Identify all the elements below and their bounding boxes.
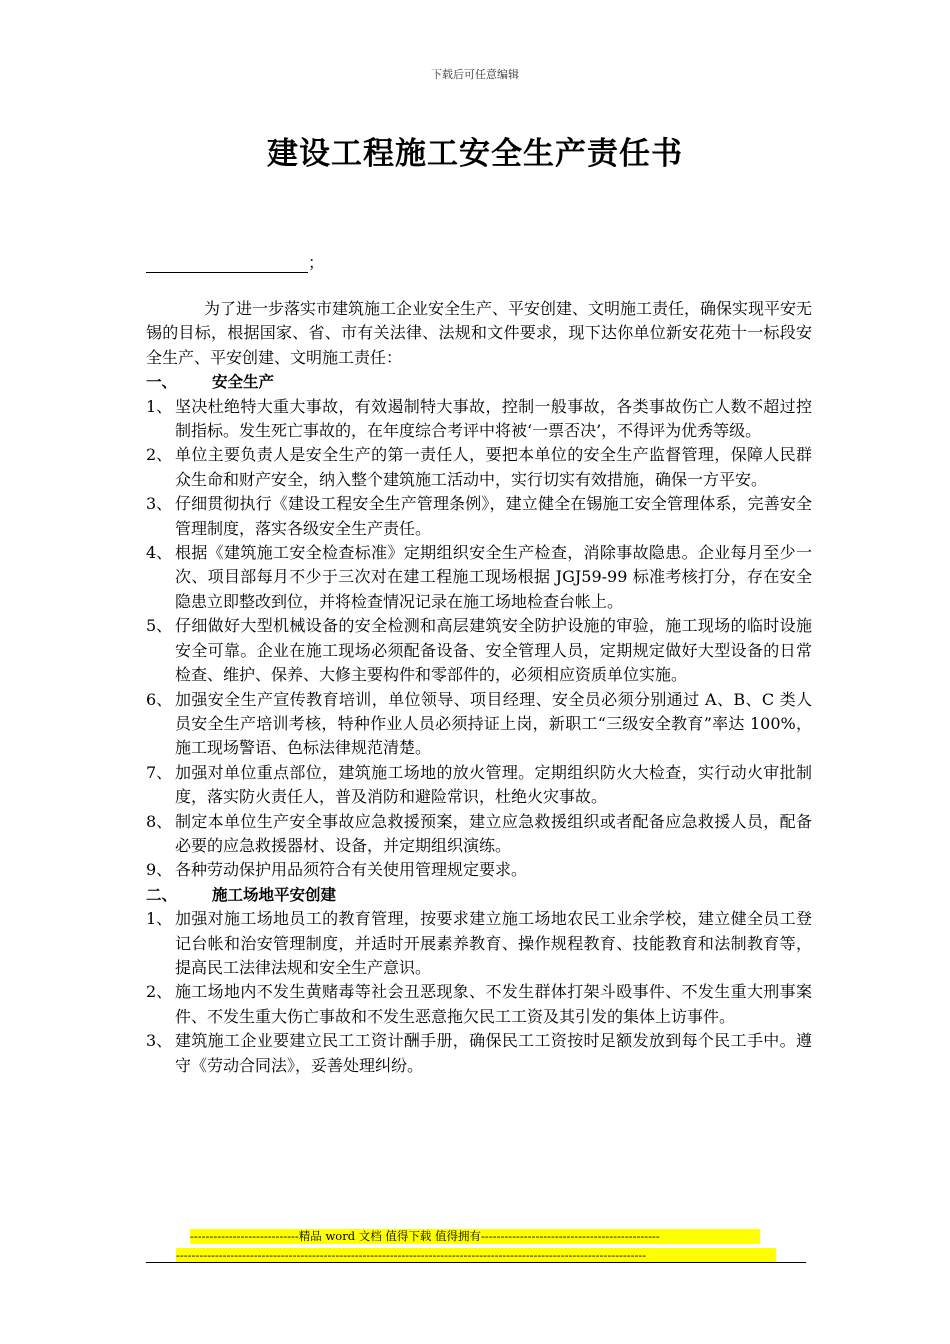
intro-paragraph: 为了进一步落实市建筑施工企业安全生产、平安创建、文明施工责任，确保实现平安无锡的目标，根据国家、省、市有关法律、法规和文件要求，现下达你单位新安花苑十一标段安全生产、平安创建、文明施工责任： bbox=[146, 299, 813, 367]
document-title: 建设工程施工安全生产责任书 bbox=[267, 136, 683, 172]
list-item: 4、 根据《建筑施工安全检查标准》定期组织安全生产检查，消除事故隐患。企业每月至少一次、项目部每月不少于三次对在建工程施工现场根据 JGJ59-99 标准考核打分，存在安全隐患立即整改到位，并将检查情况记录在施工场地检查台帐上。 bbox=[146, 543, 812, 611]
list-item: 9、 各种劳动保护用品须符合有关使用管理规定要求。 bbox=[146, 860, 528, 880]
addressee-blank[interactable] bbox=[146, 254, 308, 273]
addressee-line bbox=[146, 250, 324, 273]
list-item: 1、 坚决杜绝特大重大事故，有效遏制特大事故，控制一般事故，各类事故伤亡人数不超过控制指标。发生死亡事故的，在年度综合考评中将被‘一票否决’，不得评为优秀等级。 bbox=[146, 396, 812, 441]
list-item: 8、 制定本单位生产安全事故应急救援预案，建立应急救援组织或者配备应急救援人员，配备必要的应急救援器材、设备，并定期组织演练。 bbox=[146, 811, 812, 855]
list-item: 1、 加强对施工场地员工的教育管理，按要求建立施工场地农民工业余学校，建立健全员工登记台帐和治安管理制度，并适时开展素养教育、操作规程教育、技能教育和法制教育等，提高民工法律法规和安全生产意识。 bbox=[146, 909, 812, 977]
document-body bbox=[146, 297, 812, 1078]
page-header: 下载后可任意编辑 bbox=[431, 68, 519, 81]
footer-divider bbox=[146, 1262, 806, 1263]
footer-line-1: ----------------------------精品 word 文档 值得下载 值得拥有---------------------------------------------- bbox=[190, 1229, 760, 1244]
list-item: 7、 加强对单位重点部位，建筑施工场地的放火管理。定期组织防火大检查，实行动火审批制度，落实防火责任人，普及消防和避险常识，杜绝火灾事故。 bbox=[146, 762, 812, 807]
section-heading-2: 二、 施工场地平安创建 bbox=[146, 885, 337, 904]
list-item: 6、 加强安全生产宣传教育培训，单位领导、项目经理、安全员必须分别通过 A、B、C 类人员安全生产培训考核，特种作业人员必须持证上岗，新职工“三级安全教育”率达 100%，施工现场警语、色标法律规范清楚。 bbox=[146, 689, 812, 758]
list-item: 3、 建筑施工企业要建立民工工资计酬手册，确保民工工资按时足额发放到每个民工手中。遵守《劳动合同法》，妥善处理纠纷。 bbox=[146, 1031, 812, 1075]
list-item: 2、 施工场地内不发生黄赌毒等社会丑恶现象、不发生群体打架斗殴事件、不发生重大刑事案件、不发生重大伤亡事故和不发生恶意拖欠民工工资及其引发的集体上访事件。 bbox=[146, 982, 812, 1026]
footer-line-2: ------------------------------------------------------------------------------------------------------------------------- bbox=[176, 1248, 776, 1263]
section-heading-1: 一、 安全生产 bbox=[146, 373, 275, 392]
list-item: 3、 仔细贯彻执行《建设工程安全生产管理条例》，建立健全在锡施工安全管理体系，完善安全管理制度，落实各级安全生产责任。 bbox=[146, 494, 812, 538]
list-item: 2、 单位主要负责人是安全生产的第一责任人，要把本单位的安全生产监督管理，保障人民群众生命和财产安全，纳入整个建筑施工活动中，实行切实有效措施，确保一方平安。 bbox=[146, 445, 812, 489]
list-item: 5、 仔细做好大型机械设备的安全检测和高层建筑安全防护设施的审验，施工现场的临时设施安全可靠。企业在施工现场必须配备设备、安全管理人员，定期规定做好大型设备的日常检查、维护、保养、大修主要构件和零部件的，必须相应资质单位实施。 bbox=[146, 616, 812, 685]
addressee-suffix: ； bbox=[308, 253, 325, 272]
